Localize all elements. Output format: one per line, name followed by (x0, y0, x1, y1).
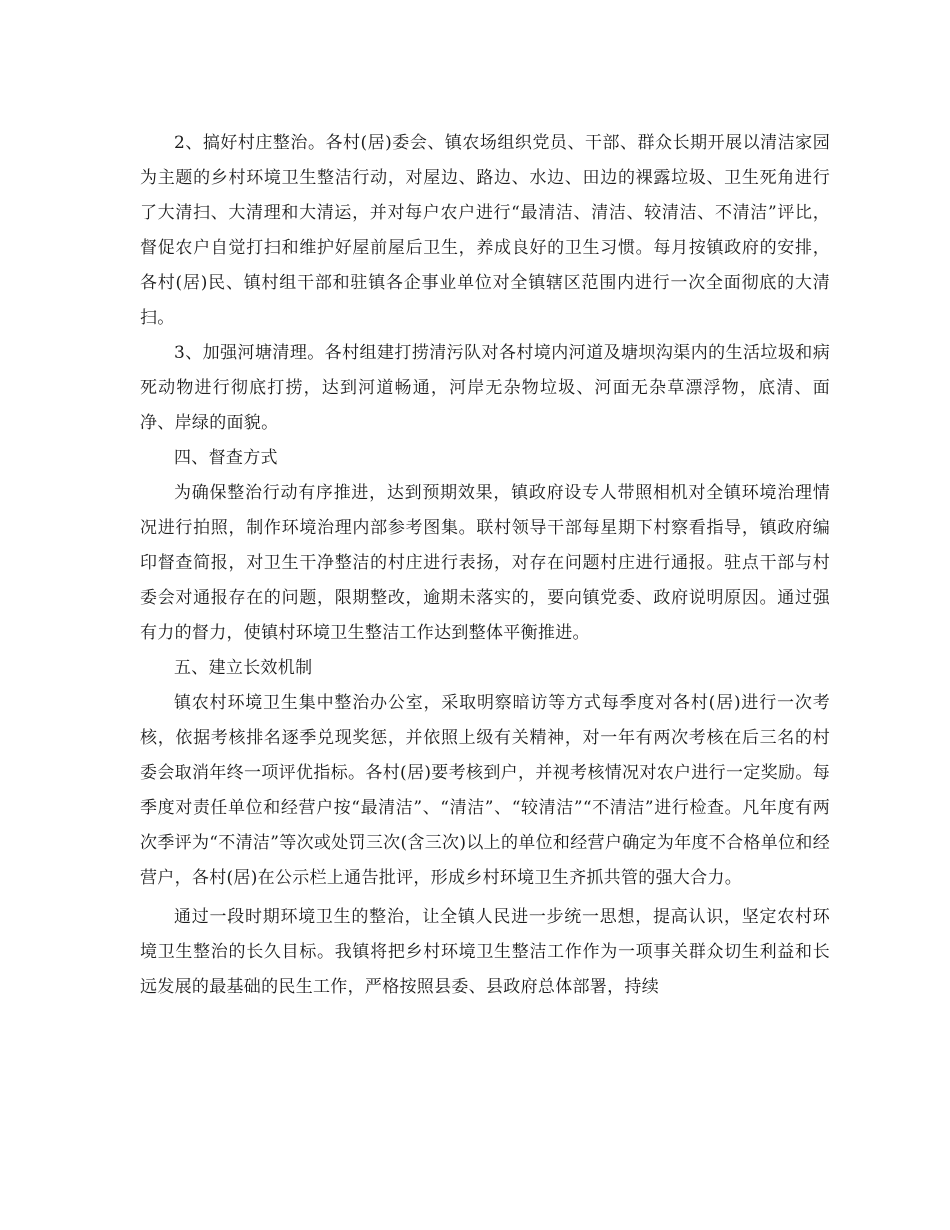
section-heading-supervision: 四、督查方式 (174, 448, 278, 468)
paragraph-village-rectification: 2、搞好村庄整治。各村(居)委会、镇农场组织党员、干部、群众长期开展以清洁家园为主题的乡村环境卫生整洁行动，对屋边、路边、水边、田边的裸露垃圾、卫生死角进行了大清扫、大清理和大清运，并对每户农户进行“最清洁、清洁、较清洁、不清洁”评比，督促农户自觉打扫和维护好屋前屋后卫生，养成良好的卫生习惯。每月按镇政府的安排，各村(居)民、镇村组干部和驻镇各企事业单位对全镇辖区范围内进行一次全面彻底的大清扫。 (140, 133, 830, 328)
document-page (140, 126, 830, 1005)
section-heading-long-term-mechanism: 五、建立长效机制 (174, 658, 313, 678)
paragraph-conclusion: 通过一段时期环境卫生的整治，让全镇人民进一步统一思想，提高认识，坚定农村环境卫生整治的长久目标。我镇将把乡村环境卫生整洁工作作为一项事关群众切生利益和长远发展的最基础的民生工作，严格按照县委、县政府总体部署，持续 (140, 907, 830, 997)
paragraph-river-cleanup: 3、加强河塘清理。各村组建打捞清污队对各村境内河道及塘坝沟渠内的生活垃圾和病死动物进行彻底打捞，达到河道畅通，河岸无杂物垃圾、河面无杂草漂浮物，底清、面净、岸绿的面貌。 (140, 343, 830, 433)
paragraph-supervision-method: 为确保整治行动有序推进，达到预期效果，镇政府设专人带照相机对全镇环境治理情况进行拍照，制作环境治理内部参考图集。联村领导干部每星期下村察看指导，镇政府编印督查简报，对卫生干净整洁的村庄进行表扬，对存在问题村庄进行通报。驻点干部与村委会对通报存在的问题，限期整改，逾期未落实的，要向镇党委、政府说明原因。通过强有力的督力，使镇村环境卫生整洁工作达到整体平衡推进。 (140, 483, 830, 643)
paragraph-assessment: 镇农村环境卫生集中整治办公室，采取明察暗访等方式每季度对各村(居)进行一次考核，依据考核排名逐季兑现奖惩，并依照上级有关精神，对一年有两次考核在后三名的村委会取消年终一项评优指标。各村(居)要考核到户，并视考核情况对农户进行一定奖励。每季度对责任单位和经营户按“最清洁”、“清洁”、“较清洁”“不清洁”进行检查。凡年度有两次季评为“不清洁”等次或处罚三次(含三次)以上的单位和经营户确定为年度不合格单位和经营户，各村(居)在公示栏上通告批评，形成乡村环境卫生齐抓共管的强大合力。 (140, 693, 830, 888)
